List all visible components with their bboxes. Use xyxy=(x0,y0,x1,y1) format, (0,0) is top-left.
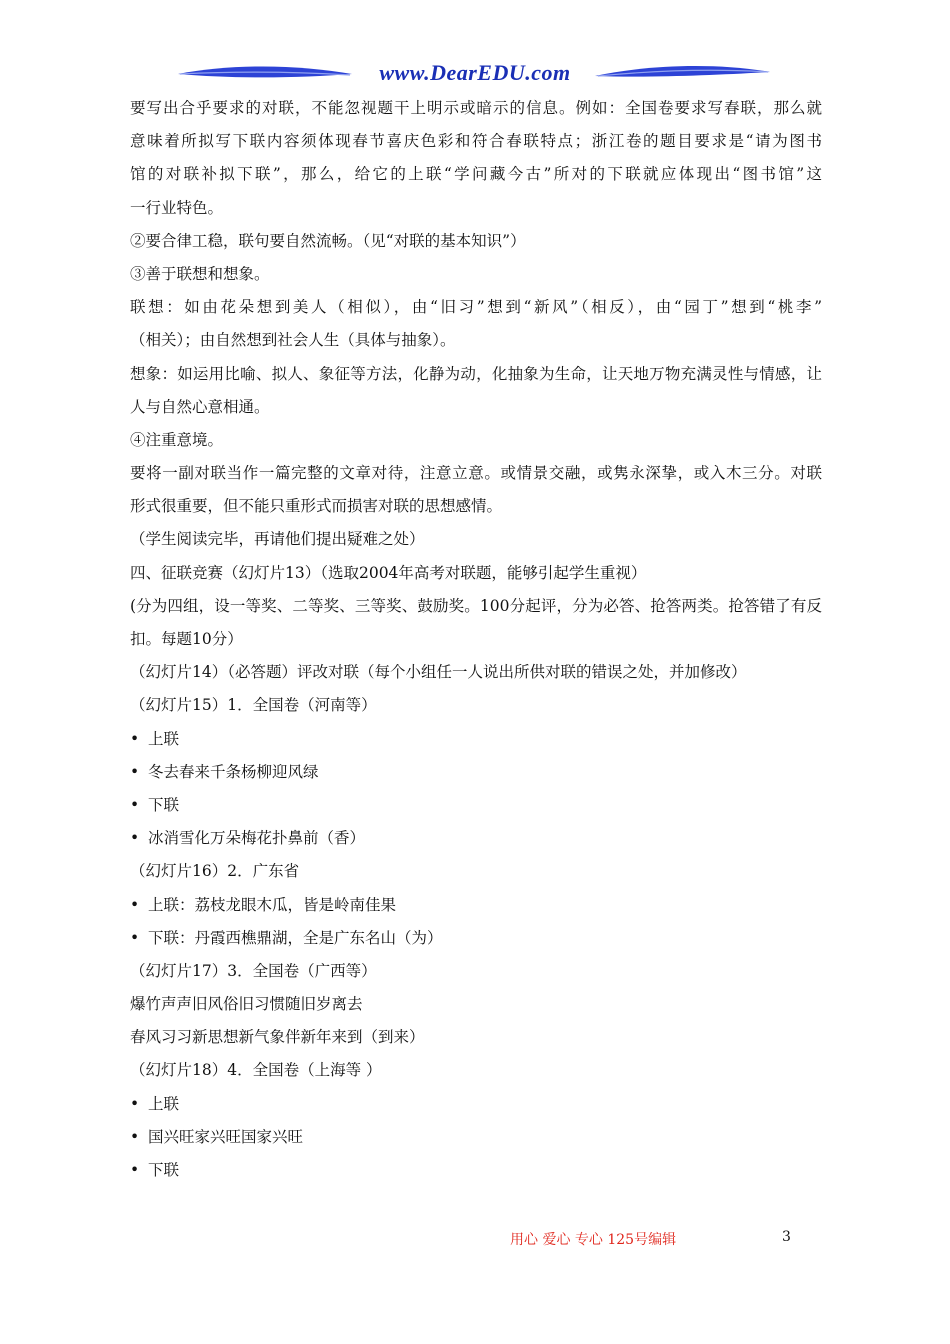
paragraph-line xyxy=(130,424,822,457)
line-text: 爆竹声声旧风俗旧习惯随旧岁离去 xyxy=(130,995,363,1014)
bullet-item xyxy=(130,922,822,955)
bullet-marker: • xyxy=(130,762,140,781)
line-text: (分为四组，设一等奖、二等奖、三等奖、鼓励奖。100分起评，分为必答、抢答两类。抢答错了有反 xyxy=(130,596,822,615)
bullet-item xyxy=(130,756,822,789)
paragraph-line xyxy=(130,590,822,623)
line-text: （相关）；由自然想到社会人生（具体与抽象）。 xyxy=(130,331,456,350)
paragraph-line xyxy=(130,391,822,424)
line-text: 下联 xyxy=(148,1161,180,1179)
bullet-marker: • xyxy=(130,928,140,947)
paragraph-line xyxy=(130,656,822,689)
bullet-marker: • xyxy=(130,1127,140,1146)
line-text: 国兴旺家兴旺国家兴旺 xyxy=(148,1127,304,1146)
bullet-marker: • xyxy=(130,795,140,814)
line-text: 上联：荔枝龙眼木瓜，皆是岭南佳果 xyxy=(148,895,397,914)
bullet-item xyxy=(130,889,822,922)
paragraph-line xyxy=(130,125,822,158)
paragraph-line xyxy=(130,1054,822,1087)
bullet-item xyxy=(130,1154,822,1187)
bullet-item xyxy=(130,1121,822,1154)
document-body xyxy=(130,92,822,1187)
bullet-item xyxy=(130,822,822,855)
line-text: 上联 xyxy=(148,1094,180,1113)
paragraph-line xyxy=(130,689,822,722)
line-text: （幻灯片17）3．全国卷（广西等） xyxy=(130,961,377,980)
line-text: 形式很重要，但不能只重形式而损害对联的思想感情。 xyxy=(130,497,503,516)
line-text: 四、征联竞赛（幻灯片13）（选取2004年高考对联题，能够引起学生重视） xyxy=(130,563,647,582)
line-text: 联想：如由花朵想到美人（相似），由“旧习”想到“新风”（相反），由“园丁”想到“桃李” xyxy=(130,298,822,317)
paragraph-line xyxy=(130,557,822,590)
line-text: 冬去春来千条杨柳迎风绿 xyxy=(148,762,319,781)
line-text: 一行业特色。 xyxy=(130,198,224,217)
line-text: 下联 xyxy=(148,795,180,814)
page-header xyxy=(0,0,950,100)
line-text: 冰消雪化万朵梅花扑鼻前（香） xyxy=(148,829,366,848)
paragraph-line xyxy=(130,158,822,191)
bullet-marker: • xyxy=(130,1161,140,1179)
paragraph-line xyxy=(130,291,822,324)
line-text: ④注重意境。 xyxy=(130,430,224,449)
line-text: 人与自然心意相通。 xyxy=(130,397,270,416)
paragraph-line xyxy=(130,490,822,523)
site-logo-text: www.DearEDU.com xyxy=(379,60,571,85)
line-text: 意味着所拟写下联内容须体现春节喜庆色彩和符合春联特点；浙江卷的题目要求是“请为图书 xyxy=(130,132,822,151)
line-text: （学生阅读完毕，再请他们提出疑难之处） xyxy=(130,530,425,549)
bullet-item xyxy=(130,723,822,756)
paragraph-line xyxy=(130,1021,822,1054)
line-text: ③善于联想和想象。 xyxy=(130,264,270,283)
paragraph-line xyxy=(130,225,822,258)
paragraph-line xyxy=(130,855,822,888)
line-text: （幻灯片15）1．全国卷（河南等） xyxy=(130,696,377,715)
line-text: 上联 xyxy=(148,729,180,748)
bullet-marker: • xyxy=(130,829,140,848)
line-text: ②要合律工稳，联句要自然流畅。（见“对联的基本知识”） xyxy=(130,231,526,250)
line-text: （幻灯片16）2．广东省 xyxy=(130,862,300,881)
paragraph-line xyxy=(130,457,822,490)
paragraph-line xyxy=(130,258,822,291)
paragraph-line xyxy=(130,523,822,556)
line-text: 扣。每题10分） xyxy=(130,630,243,648)
bullet-item xyxy=(130,789,822,822)
bullet-marker: • xyxy=(130,729,140,748)
bullet-item xyxy=(130,1088,822,1121)
line-text: 要写出合乎要求的对联，不能忽视题干上明示或暗示的信息。例如：全国卷要求写春联，那么就 xyxy=(130,99,822,117)
bullet-marker: • xyxy=(130,1094,140,1113)
line-text: 下联：丹霞西樵鼎湖，全是广东名山（为） xyxy=(148,928,443,947)
line-text: 馆的对联补拟下联”，那么，给它的上联“学问藏今古”所对的下联就应体现出“图书馆”这 xyxy=(130,165,822,184)
line-text: （幻灯片14）（必答题）评改对联（每个小组任一人说出所供对联的错误之处，并加修改） xyxy=(130,663,747,682)
bullet-marker: • xyxy=(130,895,140,914)
paragraph-line xyxy=(130,324,822,357)
line-text: 想象：如运用比喻、拟人、象征等方法，化静为动，化抽象为生命，让天地万物充满灵性与情感，让 xyxy=(130,364,822,383)
page-number: 3 xyxy=(782,1229,791,1245)
paragraph-line xyxy=(130,92,822,125)
line-text: （幻灯片18）4．全国卷（上海等 ） xyxy=(130,1061,382,1080)
line-text: 要将一副对联当作一篇完整的文章对待，注意立意。或情景交融，或隽永深挚，或入木三分。对联 xyxy=(130,464,822,483)
line-text: 春风习习新思想新气象伴新年来到（到来） xyxy=(130,1028,425,1047)
paragraph-line xyxy=(130,192,822,225)
footer-editor-note: 用心 爱心 专心 125号编辑 xyxy=(510,1232,677,1248)
paragraph-line xyxy=(130,623,822,656)
paragraph-line xyxy=(130,358,822,391)
paragraph-line xyxy=(130,988,822,1021)
paragraph-line xyxy=(130,955,822,988)
